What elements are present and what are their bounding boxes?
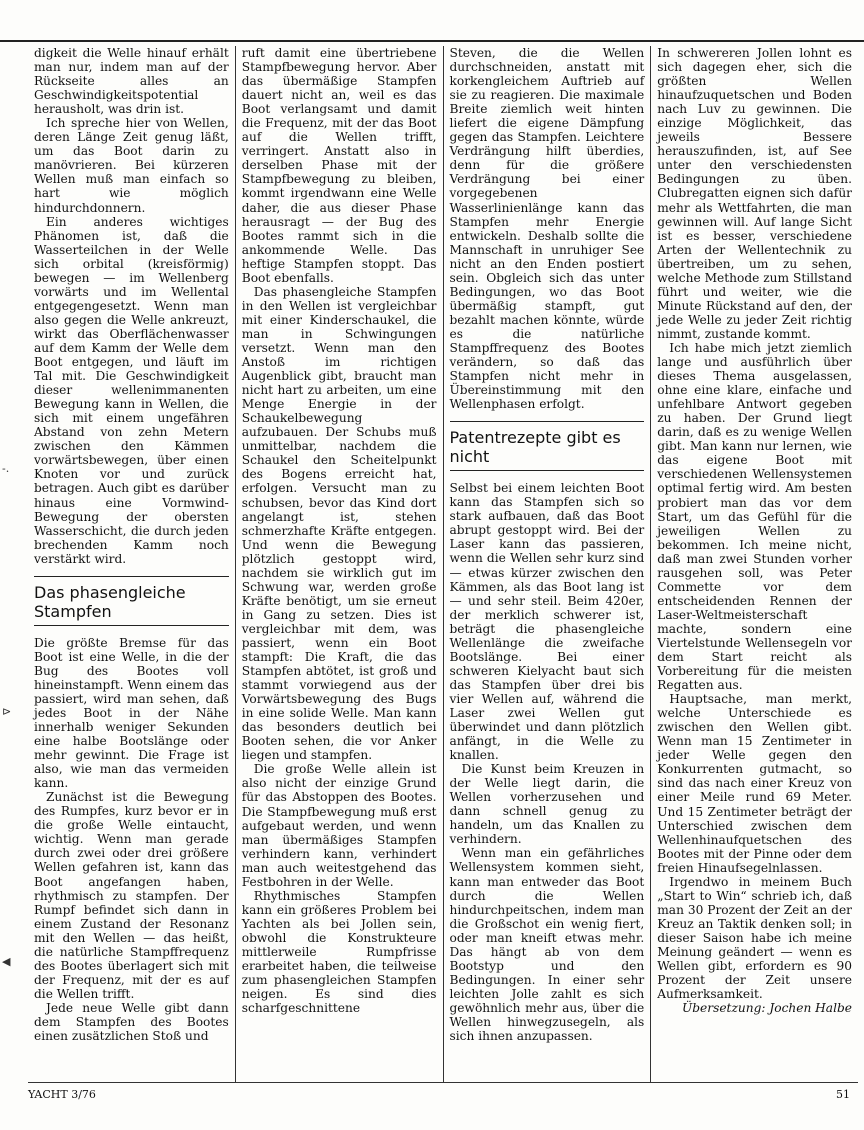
paragraph: Ich habe mich jetzt ziemlich lange und ausführlich über dieses Thema ausgelassen, ohne eine klare, einfache und unfehlbare Antwort gegeben zu haben. Der Grund liegt darin, daß es zu wenige Wellen gibt. Man kann nur lernen, wie das eigene Boot mit verschiedenen Wellensystemen optimal fertig wird. Am besten probiert man das vor dem Start, um das Gefühl für die jeweiligen Wellen zu bekommen. Ich meine nicht, daß man zwei Stunden vorher rausgehen soll, was Peter Commette vor dem entscheidenden Rennen der Laser-Weltmeisterschaft machte, sondern eine Viertelstunde Wellensegeln vor dem Start reicht als Vorbereitung für die meisten Regatten aus.	[657, 340, 852, 693]
paragraph: In schwereren Jollen lohnt es sich dagegen eher, sich die größten Wellen hinaufzuquetschen und Boden nach Luv zu gewinnen. Die einzige Möglichkeit, das jeweils Bessere herauszufinden, ist, auf See unter den verschiedensten Bedingungen zu üben. Clubregatten eignen sich dafür mehr als Wettfahrten, die man gewinnen will. Auf lange Sicht ist es besser, verschiedene Arten der Wellentechnik zu übertreiben, um zu sehen, welche Methode zum Stillstand führt und weiter, wie die Minute Rückstand auf den, der jede Welle zu jeder Zeit richtig nimmt, zustande kommt.	[657, 46, 852, 341]
paragraph: Steven, die die Wellen durchschneiden, anstatt mit korkengleichem Auftrieb auf sie zu reagieren. Die maximale Breite ziemlich weit hinten liefert die eigene Dämpfung gegen das Stampfen. Leichtere Verdrängung hilft überdies, denn für die größere Verdrängung bei einer vorgegebenen Wasserlinienlänge kann das Stampfen mehr Energie entwickeln. Deshalb sollte die Mannschaft in unruhiger See nicht an den Enden postiert sein. Obgleich sich das unter Bedingungen, wo das Boot übermäßig stampft, gut bezahlt machen könnte, würde es die natürliche Stampffrequenz des Bootes verändern, so daß das Stampfen nicht mehr in Übereinstimmung mit den Wellenphasen erfolgt.	[449, 46, 645, 412]
paragraph: Das phasengleiche Stampfen in den Wellen ist vergleichbar mit einer Kinderschaukel, die man in Schwingungen versetzt. Wenn man den Anstoß im richtigen Augenblick gibt, braucht man nicht hart zu arbeiten, um eine Menge Energie in der Schaukelbewegung aufzubauen. Der Schubs muß unmittelbar, nachdem die Schaukel den Scheitelpunkt des Bogens erreicht hat, erfolgen. Versucht man zu schubsen, bevor das Kind dort angelangt ist, stehen schmerzhafte Kräfte entgegen. Und wenn die Bewegung plötzlich gestoppt wird, nachdem sie wirklich gut im Schwung war, werden große Kräfte benötigt, um sie erneut in Gang zu setzen. Dies ist vergleichbar mit dem, was passiert, wenn ein Boot stampft: Die Kraft, die das Stampfen abtötet, ist groß und stammt vorwiegend aus der Vorwärtsbewegung des Bugs in eine solide Welle. Man kann das besonders deutlich bei Booten sehen, die vor Anker liegen und stampfen.	[241, 284, 437, 763]
column-4	[650, 46, 858, 1082]
top-rule	[0, 40, 864, 42]
paragraph: Zunächst ist die Bewegung des Rumpfes, kurz bevor er in die große Welle eintaucht, wichtig. Wenn man gerade durch zwei oder drei größere Wellen gefahren ist, kann das Boot angefangen haben, rhythmisch zu stampfen. Der Rumpf befindet sich dann in einem Zustand der Resonanz mit den Wellen — das heißt, die natürliche Stampffrequenz des Bootes überlagert sich mit der Frequenz, mit der es auf die Wellen trifft.	[34, 790, 229, 1001]
paragraph: Jede neue Welle gibt dann dem Stampfen des Bootes einen zusätzlichen Stoß und	[34, 1000, 229, 1044]
column-2	[235, 46, 443, 1082]
issue-label: YACHT 3/76	[28, 1088, 96, 1101]
paragraph: Wenn man ein gefährliches Wellensystem kommen sieht, kann man entweder das Boot durch die Wellen hindurchpeitschen, indem man die Großschot ein wenig fiert, oder man kneift etwas mehr. Das hängt ab von dem Bootstyp und den Bedingungen. In einer sehr leichten Jolle zahlt es sich gewöhnlich mehr aus, über die Wellen hinwegzusegeln, als sich ihnen anzupassen.	[449, 846, 645, 1044]
margin-tick-mark: -.	[2, 462, 10, 475]
paragraph: Die große Welle allein ist also nicht der einzige Grund für das Abstoppen des Bootes. Die Stampfbewegung muß erst aufgebaut werden, und wenn man übermäßiges Stampfen verhindern kann, verhindert man auch weitestgehend das Festbohren in der Welle.	[241, 762, 437, 889]
section-heading: Patentrezepte gibt es nicht	[450, 421, 645, 471]
margin-pointer-mark: ◀	[2, 955, 11, 968]
footer-rule	[28, 1082, 858, 1083]
section-heading: Das phasengleiche Stampfen	[34, 576, 229, 626]
paragraph: Ein anderes wichtiges Phänomen ist, daß die Wasserteilchen in der Welle sich orbital (kreisförmig) bewegen — im Wellenberg vorwärts und im Wellental entgegengesetzt. Wenn man also gegen die Welle ankreuzt, wirkt das Oberflächenwasser auf dem Kamm der Welle dem Boot entgegen, und läuft im Tal mit. Die Geschwindigkeit dieser wellenimmanenten Bewegung kann in Wellen, die sich mit einem ungefähren Abstand von zehn Metern zwischen den Kämmen vorwärtsbewegen, über einen Knoten vor und zurück betragen. Auch gibt es darüber hinaus eine Vormwind-Bewegung der obersten Wasserschicht, die durch jeden brechenden Kamm noch verstärkt wird.	[34, 214, 229, 566]
translator-credit: Übersetzung: Jochen Halbe	[681, 1001, 852, 1016]
page-footer	[28, 1088, 850, 1101]
paragraph: Ich spreche hier von Wellen, deren Länge Zeit genug läßt, um das Boot darin zu manövrieren. Bei kürzeren Wellen muß man einfach so hart wie möglich hindurchdonnern.	[34, 116, 229, 215]
paragraph: Rhythmisches Stampfen kann ein größeres Problem bei Yachten als bei Jollen sein, obwohl die Konstrukteure mittlerweile Rumpfrisse erarbeitet haben, die teilweise zum phasengleichen Stampfen neigen. Es sind dies scharfgeschnittene	[241, 888, 437, 1016]
paragraph: Hauptsache, man merkt, welche Unterschiede es zwischen den Wellen gibt. Wenn man 15 Zentimeter in jeder Welle gegen den Konkurrenten gutmacht, so sind das nach einer Kreuz von einer Meile rund 69 Meter. Und 15 Zentimeter beträgt der Unterschied zwischen dem Wellenhinaufquetschen des Bootes mit der Pinne oder dem freien Hinaufsegelnlassen.	[657, 692, 852, 875]
page-number: 51	[836, 1088, 850, 1101]
paragraph: ruft damit eine übertriebene Stampfbewegung hervor. Aber das übermäßige Stampfen dauert nicht an, weil es das Boot verlangsamt und damit die Frequenz, mit der das Boot auf die Wellen trifft, verringert. Anstatt also in derselben Phase mit der Stampfbewegung zu bleiben, kommt irgendwann eine Welle daher, die aus dieser Phase herausragt — der Bug des Bootes rammt sich in die ankommende Welle. Das heftige Stampfen stoppt. Das Boot ebenfalls.	[241, 46, 437, 285]
column-3	[443, 46, 651, 1082]
paragraph: Selbst bei einem leichten Boot kann das Stampfen sich so stark aufbauen, daß das Boot abrupt gestoppt wird. Bei der Laser kann das passieren, wenn die Wellen sehr kurz sind — etwas kürzer zwischen den Kämmen, als das Boot lang ist — und sehr steil. Beim 420er, der merklich schwerer ist, beträgt die phasengleiche Wellenlänge die zweifache Bootslänge. Bei einer schweren Kielyacht baut sich das Stampfen über drei bis vier Wellen auf, während die Laser zwei Wellen gut überwindet und dann plötzlich anfängt, in die Welle zu knallen.	[449, 481, 645, 763]
column-1	[28, 46, 235, 1082]
paragraph: Die größte Bremse für das Boot ist eine Welle, in die der Bug des Bootes voll hineinstampft. Wenn einem das passiert, wird man sehen, daß jedes Boot in der Nähe innerhalb weniger Sekunden eine halbe Bootslänge oder mehr gewinnt. Die Frage ist also, wie man das vermeiden kann.	[34, 635, 229, 791]
margin-arrow-mark: ⊳	[2, 705, 12, 718]
article-page	[28, 46, 858, 1082]
paragraph: digkeit die Welle hinauf erhält man nur, indem man auf der Rückseite alles an Geschwindigkeitspotential herausholt, was drin ist.	[34, 46, 229, 117]
paragraph: Irgendwo in meinem Buch „Start to Win“ schrieb ich, daß man 30 Prozent der Zeit an der Kreuz an Taktik denken soll; in dieser Saison habe ich meine Meinung geändert — wenn es Wellen gibt, erfordern es 90 Prozent der Zeit unsere Aufmerksamkeit.	[657, 874, 852, 1002]
paragraph: Die Kunst beim Kreuzen in der Welle liegt darin, die Wellen vorherzusehen und dann schnell genug zu handeln, um das Knallen zu verhindern.	[449, 762, 645, 847]
